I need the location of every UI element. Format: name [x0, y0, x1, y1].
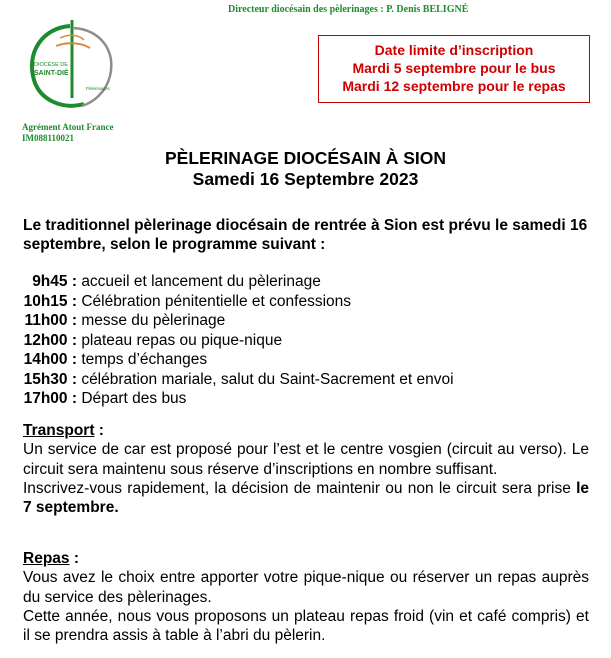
repas-title-suffix: : [69, 550, 79, 567]
title-line1: PÈLERINAGE DIOCÉSAIN À SION [164, 148, 446, 168]
schedule-time: 10h15 : [23, 292, 77, 310]
agrement-line2: IM088110021 [22, 133, 75, 143]
deadline-line3: Mardi 12 septembre pour le repas [342, 78, 566, 94]
schedule-list [23, 272, 593, 409]
intro-paragraph: Le traditionnel pèlerinage diocésain de rentrée à Sion est prévu le samedi 16 septembre, selon le programme suivant : [23, 217, 588, 253]
schedule-text: temps d’échanges [81, 351, 208, 368]
director-line: Directeur diocésain des pèlerinages : P. Denis BELIGNÉ [228, 4, 469, 15]
repas-paragraph-1: Vous avez le choix entre apporter votre pique-nique ou réserver un repas auprès du service des pèlerinages. [23, 569, 589, 606]
repas-section [23, 549, 589, 645]
transport-p2-date: le 7 septembre. [23, 479, 589, 517]
schedule-text: messe du pèlerinage [81, 312, 226, 329]
schedule-item [23, 311, 593, 331]
schedule-text: Célébration pénitentielle et confessions [81, 292, 352, 310]
schedule-item [23, 331, 593, 351]
logo-line1: DIOCÈSE DE [34, 62, 68, 68]
schedule-item [23, 389, 593, 409]
schedule-time: 15h30 : [23, 370, 77, 388]
repas-title: Repas [23, 550, 70, 567]
transport-section [23, 421, 589, 517]
schedule-item [23, 272, 593, 292]
transport-title-suffix: : [94, 422, 104, 439]
schedule-time: 11h00 : [24, 312, 77, 329]
schedule-text: Départ des bus [81, 390, 187, 407]
title-line2: Samedi 16 Septembre 2023 [192, 169, 419, 189]
transport-paragraph-1: Un service de car est proposé pour l’est et le centre vosgien (circuit au verso). Le circuit sera maintenu sous réserve d’inscriptions en nombre suffisant. [23, 441, 589, 478]
repas-paragraph-2: Cette année, nous vous proposons un plateau repas froid (vin et café compris) et il se prendra assis à table à l’abri du pèlerin. [23, 607, 589, 645]
schedule-time: 17h00 : [23, 390, 77, 407]
logo-sub: Pèlerinages [86, 86, 110, 91]
schedule-time: 12h00 : [23, 331, 77, 349]
agrement-line1: Agrément Atout France [22, 122, 114, 132]
schedule-text: célébration mariale, salut du Saint-Sacrement et envoi [81, 370, 454, 388]
logo-line2: SAINT-DIÉ [34, 70, 69, 77]
schedule-item [23, 292, 593, 312]
deadline-line1: Date limite d’inscription [374, 42, 534, 58]
schedule-text: accueil et lancement du pèlerinage [81, 273, 321, 290]
deadline-line2: Mardi 5 septembre pour le bus [352, 60, 556, 76]
schedule-text: plateau repas ou pique-nique [81, 331, 283, 349]
diocese-logo-icon [22, 18, 122, 113]
diocese-logo [22, 18, 122, 113]
transport-paragraph-2 [23, 479, 589, 518]
agrement-block [22, 122, 113, 144]
schedule-item [23, 350, 593, 370]
schedule-time: 14h00 : [23, 351, 77, 368]
page-title [0, 148, 611, 190]
transport-title: Transport [23, 422, 95, 439]
deadline-box [318, 35, 590, 103]
schedule-item [23, 370, 593, 390]
transport-p2-text: Inscrivez-vous rapidement, la décision de maintenir ou non le circuit sera prise [23, 479, 577, 497]
schedule-time: 9h45 : [32, 273, 77, 290]
